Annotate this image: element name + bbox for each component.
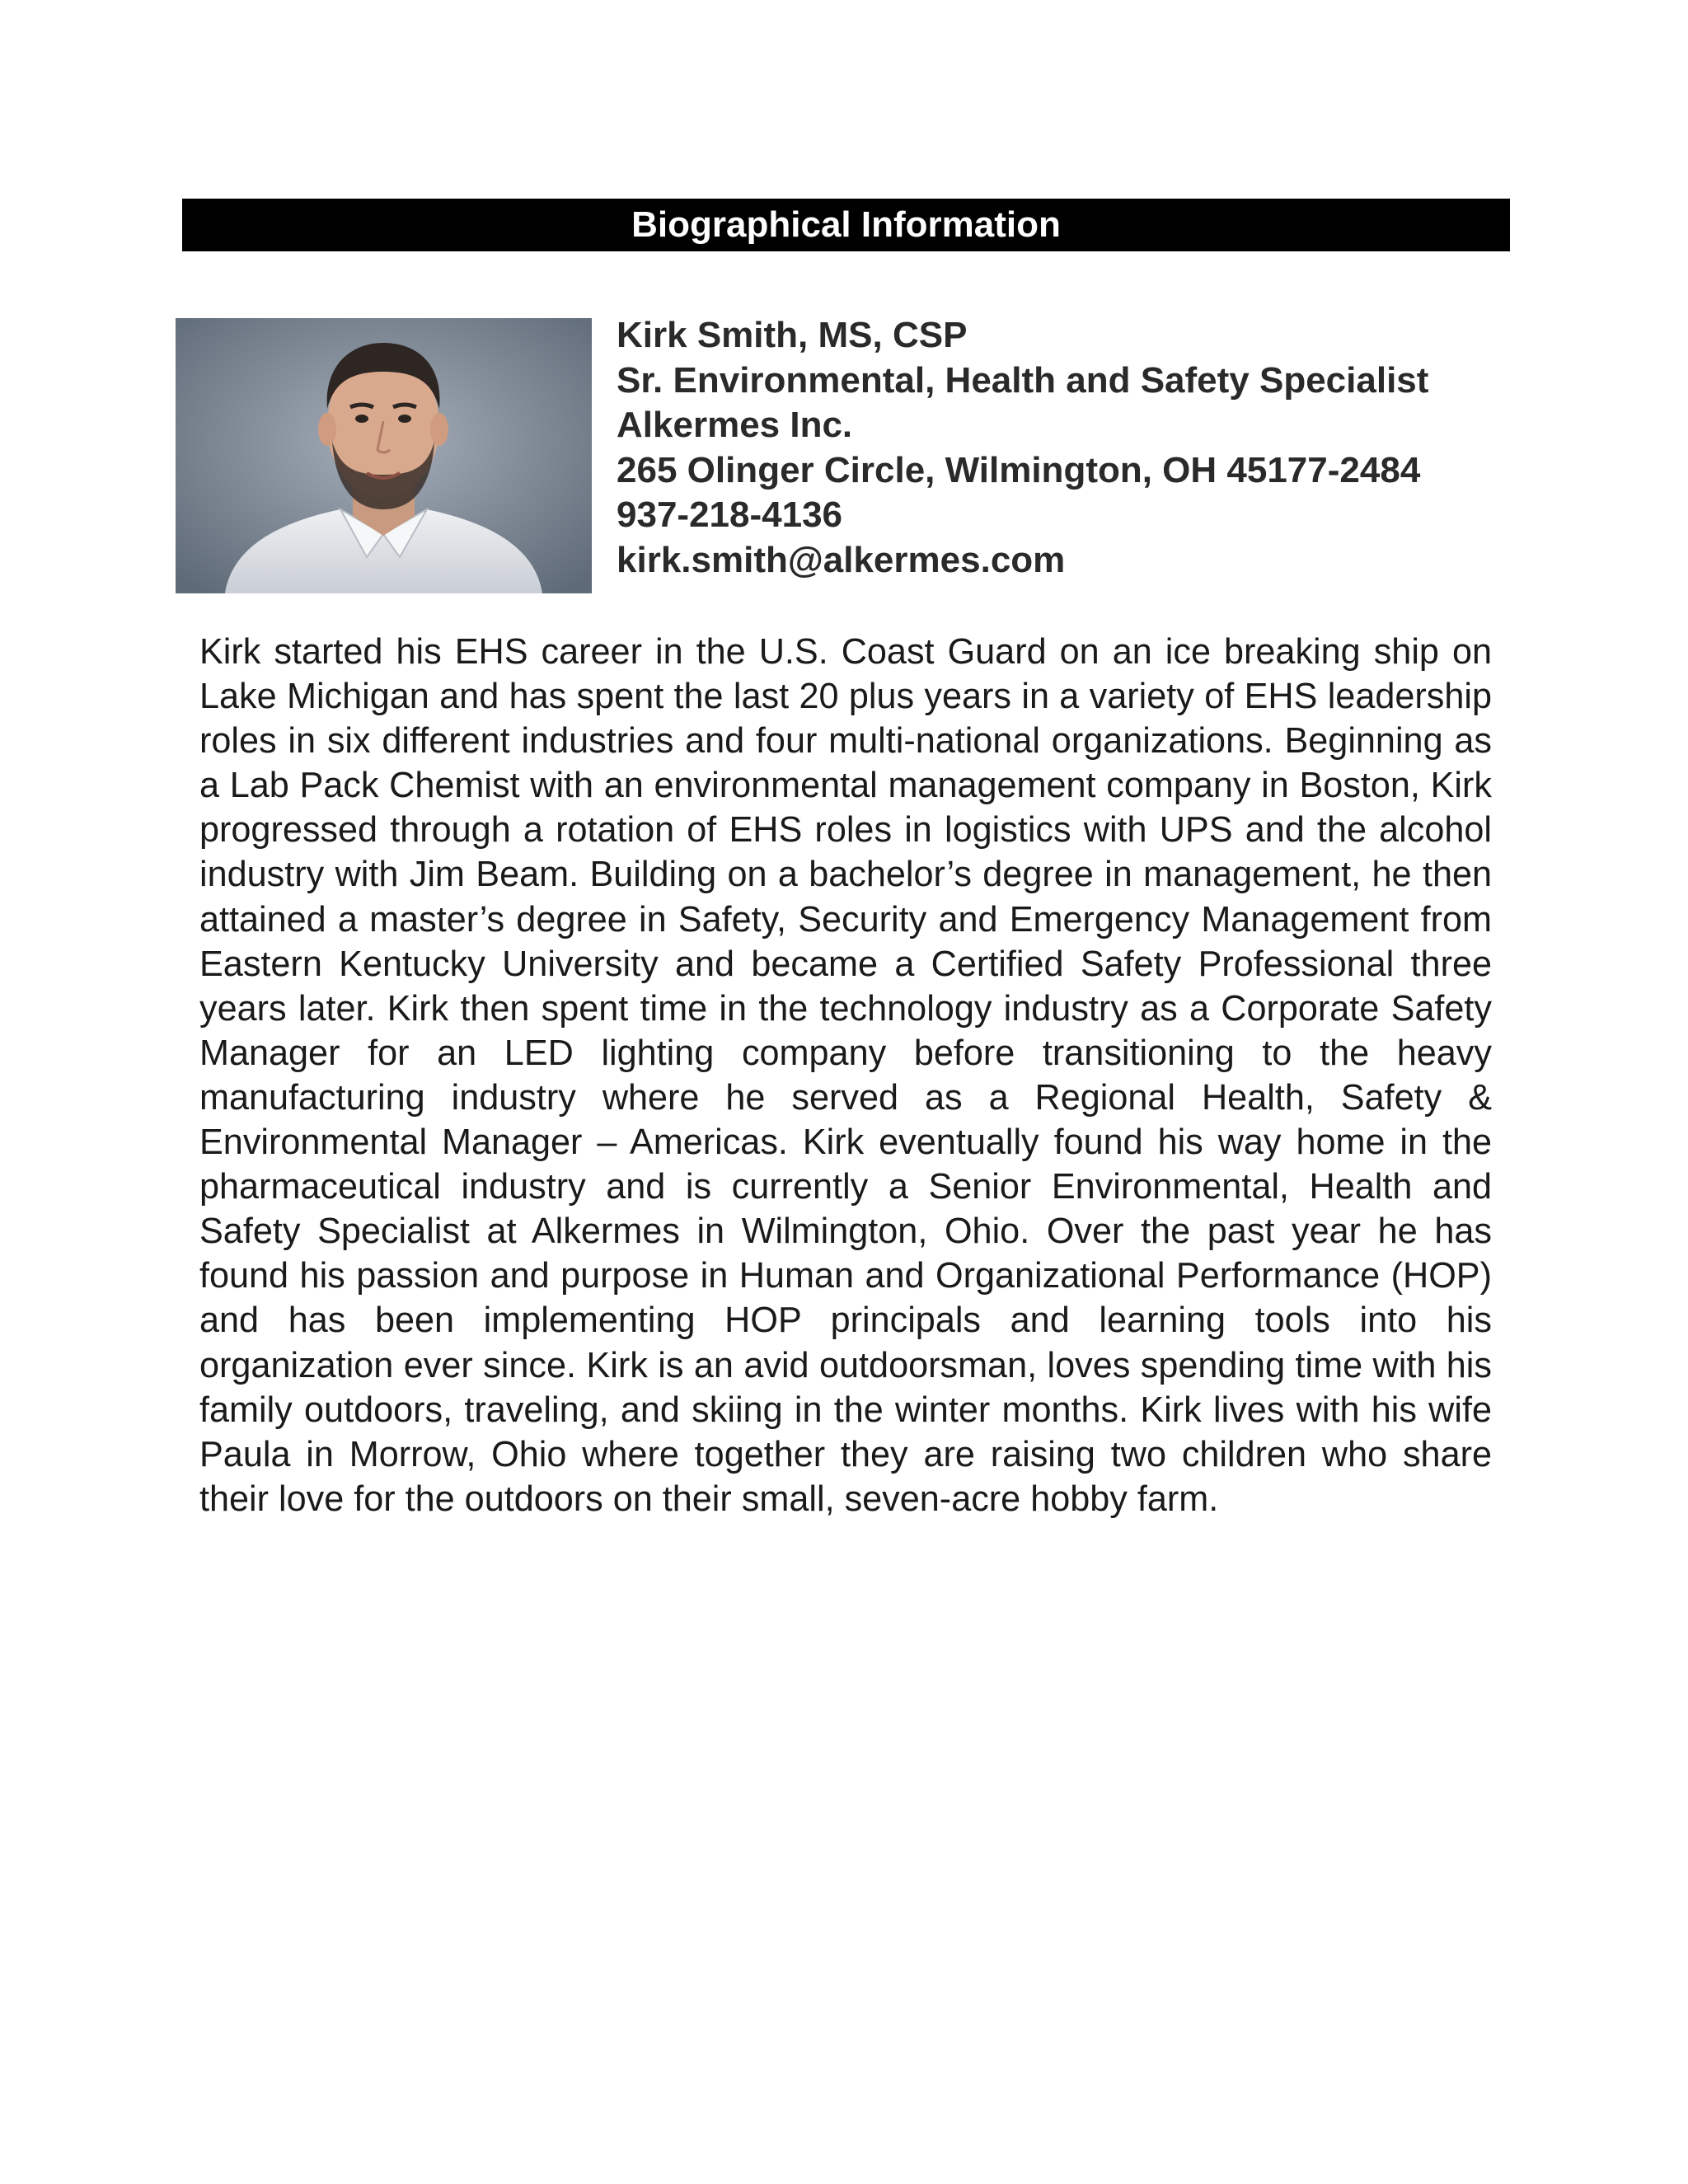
job-title: Sr. Environmental, Health and Safety Specialist xyxy=(617,359,1429,401)
section-title: Biographical Information xyxy=(631,204,1061,245)
phone-number: 937-218-4136 xyxy=(617,494,843,535)
email-address: kirk.smith@alkermes.com xyxy=(617,539,1066,580)
section-header-bar xyxy=(182,199,1510,251)
person-portrait-icon xyxy=(176,318,592,593)
biography-paragraph: Kirk started his EHS career in the U.S. Coast Guard on an ice breaking ship on Lake Michigan and has spent the last 20 plus years in a variety of EHS leadership roles in six different industries and four multi-national organizations. Beginning as a Lab Pack Chemist with an environmental management company in Boston, Kirk progressed through a rotation of EHS roles in logistics with UPS and the alcohol industry with Jim Beam. Building on a bachelor’s degree in management, he then attained a master’s degree in Safety, Security and Emergency Management from Eastern Kentucky University and became a Certified Safety Professional three years later. Kirk then spent time in the technology industry as a Corporate Safety Manager for an LED lighting company before transitioning to the heavy manufacturing industry where he served as a Regional Health, Safety & Environmental Manager – Americas. Kirk eventually found his way home in the pharmaceutical industry and is currently a Senior Environmental, Health and Safety Specialist at Alkermes in Wilmington, Ohio. Over the past year he has found his passion and purpose in Human and Organizational Performance (HOP) and has been implementing HOP principals and learning tools into his organization ever since. Kirk is an avid outdoorsman, loves spending time with his family outdoors, traveling, and skiing in the winter months. Kirk lives with his wife Paula in Morrow, Ohio where together they are raising two children who share their love for the outdoors on their small, seven-acre hobby farm. xyxy=(199,632,1492,1519)
mailing-address: 265 Olinger Circle, Wilmington, OH 45177-2484 xyxy=(617,449,1421,490)
profile-photo xyxy=(176,318,592,593)
company-name: Alkermes Inc. xyxy=(617,405,853,445)
contact-block xyxy=(617,313,1523,583)
person-name: Kirk Smith, MS, CSP xyxy=(617,315,968,355)
